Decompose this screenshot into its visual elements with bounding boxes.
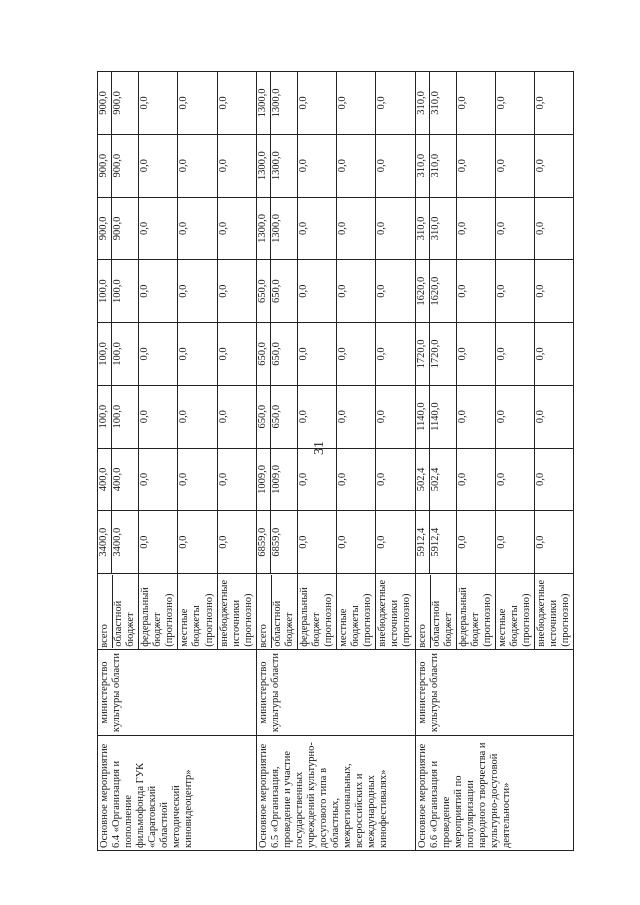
value-total: 900,0 (98, 72, 112, 134)
table-row (415, 72, 456, 851)
value-total: 1620,0 (416, 260, 430, 322)
value-cell: 0,0 (456, 134, 495, 197)
source-cell (256, 574, 297, 650)
value-total: 310,0 (416, 72, 430, 134)
value-cell: 0,0 (535, 385, 574, 448)
value-total: 400,0 (98, 449, 112, 511)
value-cell: 0,0 (376, 72, 415, 135)
event-name-cell: Основное мероприятие 6.5 «Организация, проведение и участие государственных учреждений культурно-досугового типа в областных, межрегиональных, всероссийских и международных кинофестивалях» (256, 736, 415, 851)
source-cell: внебюджетные источники (прогнозно) (217, 574, 256, 650)
value-cell: 0,0 (495, 323, 534, 386)
value-regional: 1300,0 (270, 88, 282, 118)
value-cell: 0,0 (217, 385, 256, 448)
value-cell (415, 72, 456, 135)
source-cell: местные бюджеты (прогнозно) (495, 574, 534, 650)
value-regional: 400,0 (112, 467, 124, 492)
value-cell: 0,0 (178, 385, 217, 448)
value-cell: 0,0 (337, 134, 376, 197)
value-total: 310,0 (416, 198, 430, 260)
value-cell (256, 511, 297, 574)
value-total: 1720,0 (416, 323, 430, 385)
value-cell (415, 134, 456, 197)
value-cell (98, 197, 139, 260)
value-cell (415, 385, 456, 448)
value-cell: 0,0 (217, 448, 256, 511)
value-cell: 0,0 (376, 260, 415, 323)
value-cell: 0,0 (456, 72, 495, 135)
value-total: 100,0 (98, 260, 112, 322)
value-cell: 0,0 (217, 134, 256, 197)
value-regional: 1620,0 (429, 276, 441, 306)
source-cell: внебюджетные источники (прогнозно) (535, 574, 574, 650)
value-regional: 1140,0 (429, 402, 441, 431)
value-cell: 0,0 (456, 511, 495, 574)
source-label-total: всего (417, 575, 431, 648)
responsible-cell: министерство культуры области (98, 649, 257, 736)
value-cell: 0,0 (535, 197, 574, 260)
value-regional: 100,0 (112, 279, 124, 303)
value-cell: 0,0 (297, 260, 336, 323)
value-cell: 0,0 (139, 385, 178, 448)
value-cell (256, 72, 297, 135)
value-regional: 650,0 (270, 279, 282, 303)
source-cell: внебюджетные источники (прогнозно) (376, 574, 415, 650)
source-label-total: всего (258, 575, 272, 648)
value-cell: 0,0 (178, 511, 217, 574)
value-cell (415, 323, 456, 386)
value-cell (415, 260, 456, 323)
value-total: 650,0 (257, 386, 271, 448)
value-cell: 0,0 (495, 72, 534, 135)
value-cell: 0,0 (139, 134, 178, 197)
value-regional: 650,0 (270, 342, 282, 366)
value-cell: 0,0 (495, 385, 534, 448)
value-cell: 0,0 (535, 448, 574, 511)
value-cell: 0,0 (297, 72, 336, 135)
source-label-regional: областной бюджет (271, 600, 295, 647)
value-cell: 0,0 (139, 72, 178, 135)
value-regional: 100,0 (112, 404, 124, 429)
value-cell (415, 511, 456, 574)
value-total: 1009,0 (257, 449, 271, 511)
value-cell (256, 323, 297, 386)
value-regional: 900,0 (112, 91, 124, 115)
event-name-cell: Основное мероприятие 6.4 «Организация и пополнение фильмофонда ГУК «Саратовский областной методический киновидеоцентр» (98, 736, 257, 851)
value-total: 1140,0 (416, 386, 430, 448)
value-cell: 0,0 (495, 448, 534, 511)
value-total: 650,0 (257, 323, 271, 385)
table-row (256, 72, 297, 851)
source-label-regional: областной бюджет (430, 600, 454, 647)
value-regional: 1300,0 (270, 151, 282, 181)
value-cell: 0,0 (456, 323, 495, 386)
value-regional: 310,0 (429, 91, 441, 115)
value-cell: 0,0 (376, 511, 415, 574)
budget-table (97, 71, 574, 851)
source-cell: федеральный бюджет (прогнозно) (456, 574, 495, 650)
value-regional: 650,0 (270, 404, 282, 429)
value-regional: 3400,0 (112, 527, 124, 557)
value-cell: 0,0 (535, 511, 574, 574)
value-cell: 0,0 (139, 448, 178, 511)
source-cell: местные бюджеты (прогнозно) (178, 574, 217, 650)
value-cell (98, 323, 139, 386)
value-cell: 0,0 (376, 323, 415, 386)
value-cell: 0,0 (297, 511, 336, 574)
value-cell: 0,0 (495, 511, 534, 574)
value-cell: 0,0 (217, 197, 256, 260)
value-cell (256, 448, 297, 511)
value-total: 6859,0 (257, 511, 271, 573)
value-cell: 0,0 (376, 385, 415, 448)
source-cell (98, 574, 139, 650)
source-cell: местные бюджеты (прогнозно) (337, 574, 376, 650)
source-cell (415, 574, 456, 650)
value-cell (415, 448, 456, 511)
value-cell: 0,0 (535, 260, 574, 323)
value-regional: 900,0 (112, 153, 124, 178)
value-cell (256, 134, 297, 197)
value-cell (98, 134, 139, 197)
budget-table-body (98, 72, 574, 851)
value-cell: 0,0 (217, 72, 256, 135)
value-total: 900,0 (98, 135, 112, 197)
value-regional: 1300,0 (270, 213, 282, 243)
value-regional: 310,0 (429, 153, 441, 178)
value-cell: 0,0 (297, 448, 336, 511)
value-cell: 0,0 (178, 323, 217, 386)
value-cell (256, 260, 297, 323)
value-regional: 6859,0 (270, 527, 282, 557)
source-cell: федеральный бюджет (прогнозно) (139, 574, 178, 650)
value-cell (98, 72, 139, 135)
value-cell (415, 197, 456, 260)
value-cell: 0,0 (297, 197, 336, 260)
value-cell: 0,0 (297, 134, 336, 197)
value-total: 900,0 (98, 198, 112, 260)
value-cell: 0,0 (217, 323, 256, 386)
value-cell: 0,0 (139, 260, 178, 323)
source-label-regional: областной бюджет (113, 600, 137, 647)
value-total: 5912,4 (416, 511, 430, 573)
value-cell: 0,0 (297, 323, 336, 386)
value-cell: 0,0 (337, 323, 376, 386)
value-cell (98, 260, 139, 323)
value-total: 100,0 (98, 386, 112, 448)
value-total: 650,0 (257, 260, 271, 322)
value-total: 1300,0 (257, 135, 271, 197)
value-cell: 0,0 (178, 72, 217, 135)
value-cell: 0,0 (456, 260, 495, 323)
source-cell: федеральный бюджет (прогнозно) (297, 574, 336, 650)
value-cell: 0,0 (535, 72, 574, 135)
value-cell (256, 197, 297, 260)
value-cell: 0,0 (376, 197, 415, 260)
value-total: 3400,0 (98, 511, 112, 573)
value-cell: 0,0 (139, 197, 178, 260)
responsible-cell: министерство культуры области (415, 649, 574, 736)
value-cell: 0,0 (178, 260, 217, 323)
value-regional: 1009,0 (270, 464, 282, 494)
value-cell: 0,0 (178, 448, 217, 511)
value-cell: 0,0 (217, 511, 256, 574)
value-cell: 0,0 (337, 385, 376, 448)
value-regional: 5912,4 (429, 527, 441, 557)
value-cell: 0,0 (337, 197, 376, 260)
value-total: 1300,0 (257, 198, 271, 260)
rotated-table-container (97, 71, 572, 851)
event-name-cell: Основное мероприятие 6.6 «Организация и проведение мероприятий по популяризации народного творчества и культурно-досуговой деятельности» (415, 736, 574, 851)
value-cell (98, 448, 139, 511)
value-total: 502,4 (416, 449, 430, 511)
value-cell: 0,0 (139, 511, 178, 574)
value-regional: 100,0 (112, 342, 124, 366)
responsible-cell: министерство культуры области (256, 649, 415, 736)
value-cell: 0,0 (376, 448, 415, 511)
value-cell: 0,0 (376, 134, 415, 197)
table-row (98, 72, 139, 851)
value-total: 1300,0 (257, 72, 271, 134)
value-cell: 0,0 (178, 197, 217, 260)
value-cell: 0,0 (456, 448, 495, 511)
value-cell: 0,0 (139, 323, 178, 386)
value-regional: 900,0 (112, 216, 124, 241)
value-cell (256, 385, 297, 448)
value-regional: 310,0 (429, 216, 441, 241)
value-cell: 0,0 (178, 134, 217, 197)
value-cell: 0,0 (217, 260, 256, 323)
value-total: 100,0 (98, 323, 112, 385)
value-cell: 0,0 (337, 448, 376, 511)
value-cell (98, 385, 139, 448)
value-cell: 0,0 (535, 134, 574, 197)
value-cell: 0,0 (495, 197, 534, 260)
value-cell: 0,0 (337, 72, 376, 135)
value-cell: 0,0 (297, 385, 336, 448)
value-total: 310,0 (416, 135, 430, 197)
value-regional: 1720,0 (429, 339, 441, 369)
value-cell: 0,0 (337, 511, 376, 574)
value-cell: 0,0 (337, 260, 376, 323)
value-regional: 502,4 (429, 467, 441, 492)
value-cell: 0,0 (456, 385, 495, 448)
source-label-total: всего (99, 575, 113, 648)
page-number: 31 (312, 441, 327, 455)
value-cell: 0,0 (456, 197, 495, 260)
value-cell: 0,0 (495, 260, 534, 323)
value-cell: 0,0 (495, 134, 534, 197)
value-cell (98, 511, 139, 574)
value-cell: 0,0 (535, 323, 574, 386)
